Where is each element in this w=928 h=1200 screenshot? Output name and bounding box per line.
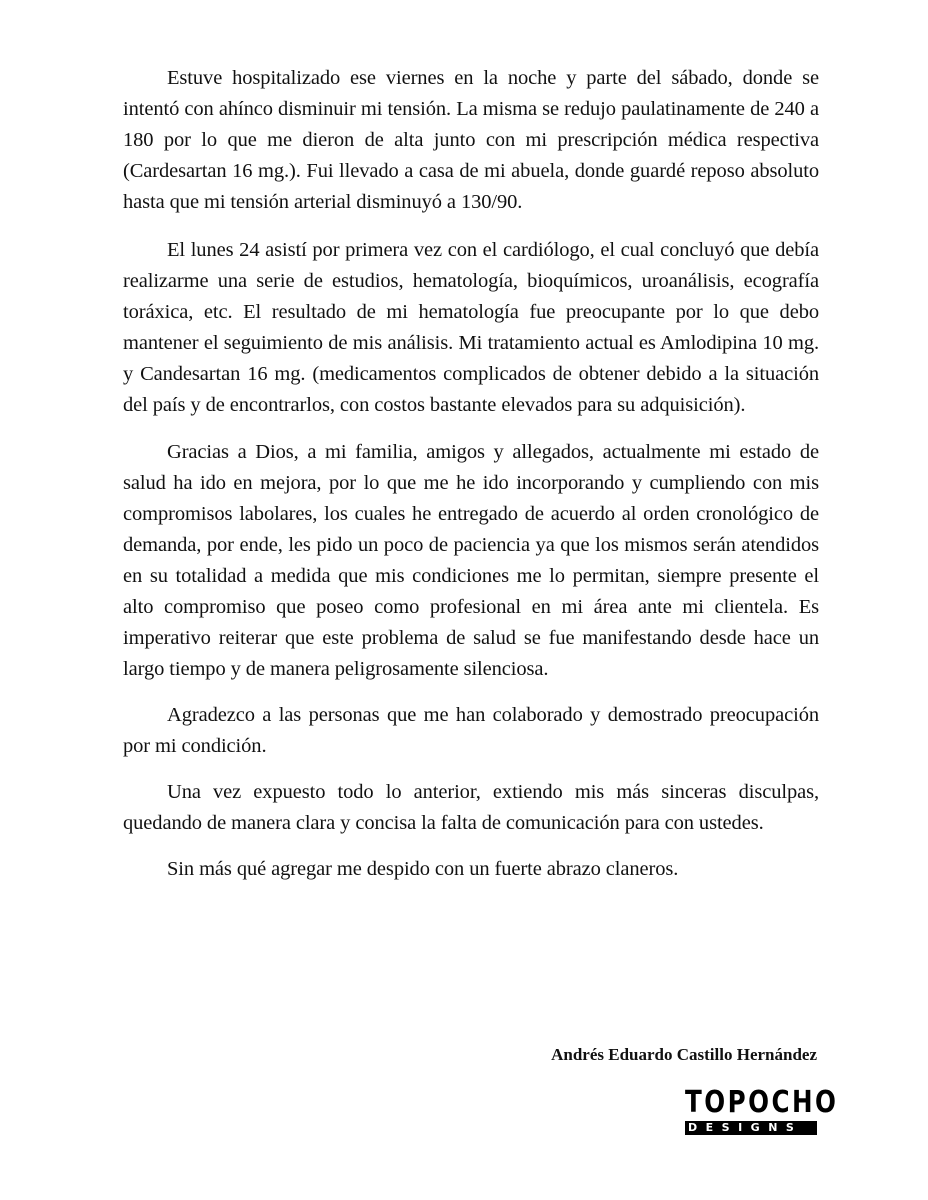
paragraph-apology: Una vez expuesto todo lo anterior, extiendo mis más sinceras disculpas, quedando de manera clara y concisa la falta de comunicación para con ustedes. — [123, 781, 819, 834]
paragraph-thanks: Agradezco a las personas que me han colaborado y demostrado preocupación por mi condición. — [123, 704, 819, 757]
topocho-designs-logo — [685, 1085, 839, 1137]
letter-body — [123, 63, 819, 885]
paragraph-cardiologist: El lunes 24 asistí por primera vez con el cardiólogo, el cual concluyó que debía realizarme una serie de estudios, hematología, bioquímicos, uroanálisis, ecografía toráxica, etc. El resultado de mi hematología fue preocupante por lo que debo mantener el seguimiento de mis análisis. Mi tratamiento actual es Amlodipina 10 mg. y Candesartan 16 mg. (medicamentos complicados de obtener debido a la situación del país y de encontrarlos, con costos bastante elevados para su adquisición). — [123, 239, 819, 416]
logo-bottom-text: DESIGNS — [685, 1121, 817, 1135]
paragraph-farewell: Sin más qué agregar me despido con un fuerte abrazo claneros. — [167, 858, 679, 880]
signature-name: Andrés Eduardo Castillo Hernández — [551, 1045, 817, 1064]
paragraph-hospitalization: Estuve hospitalizado ese viernes en la noche y parte del sábado, donde se intentó con ahínco disminuir mi tensión. La misma se redujo paulatinamente de 240 a 180 por lo que me dieron de alta junto con mi prescripción médica respectiva (Cardesartan 16 mg.). Fui llevado a casa de mi abuela, donde guardé reposo absoluto hasta que mi tensión arterial disminuyó a 130/90. — [123, 67, 819, 213]
paragraph-recovery: Gracias a Dios, a mi familia, amigos y allegados, actualmente mi estado de salud ha ido en mejora, por lo que me he ido incorporando y cumpliendo con mis compromisos labolares, los cuales he entregado de acuerdo al orden cronológico de demanda, por ende, les pido un poco de paciencia ya que los mismos serán atendidos en su totalidad a medida que mis condiciones me lo permitan, siempre presente el alto compromiso que poseo como profesional en mi área ante mi clientela. Es imperativo reiterar que este problema de salud se fue manifestando desde hace un largo tiempo y de manera peligrosamente silenciosa. — [123, 441, 819, 680]
logo-top-text: TOPOCHO — [685, 1085, 839, 1120]
